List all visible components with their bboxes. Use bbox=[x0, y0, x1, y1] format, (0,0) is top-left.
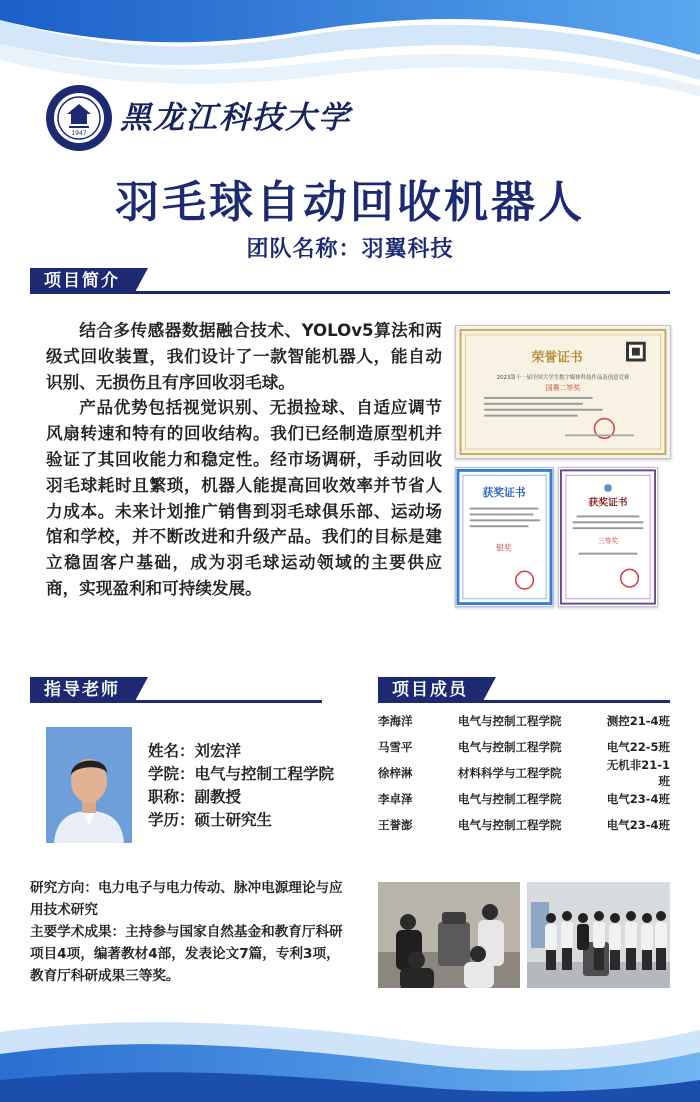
member-row bbox=[378, 786, 670, 812]
member-row bbox=[378, 760, 670, 786]
university-logo bbox=[45, 84, 113, 152]
advisor-research bbox=[30, 877, 348, 987]
team-photo-lab bbox=[378, 882, 520, 988]
advisor-degree: 学历：硕士研究生 bbox=[148, 811, 273, 829]
bottom-wave-decoration bbox=[0, 992, 700, 1102]
advisor-info bbox=[148, 740, 334, 832]
advisor-research-direction: 研究方向：电力电子与电力传动、脉冲电源理论与应用技术研究 bbox=[30, 880, 343, 918]
cert-heading: 荣誉证书 bbox=[531, 350, 583, 366]
team-name-label: 团队名称： bbox=[246, 237, 362, 262]
section-title-advisor: 指导老师 bbox=[30, 677, 134, 703]
member-name: 马雪平 bbox=[378, 740, 413, 754]
cert-heading: 获奖证书 bbox=[482, 485, 526, 499]
member-name: 徐梓淋 bbox=[378, 766, 413, 780]
advisor-name: 姓名：刘宏洋 bbox=[148, 742, 242, 760]
member-college: 电气与控制工程学院 bbox=[458, 740, 562, 754]
member-college: 材料科学与工程学院 bbox=[458, 766, 562, 780]
section-header-members bbox=[378, 677, 670, 703]
project-intro bbox=[46, 318, 442, 602]
member-name: 王誉澎 bbox=[378, 818, 413, 832]
member-college: 电气与控制工程学院 bbox=[458, 792, 562, 806]
cert-award: 国赛二等奖 bbox=[545, 384, 581, 393]
cert-award: 银奖 bbox=[496, 543, 512, 553]
project-title: 羽毛球自动回收机器人 bbox=[115, 177, 585, 228]
member-name: 李卓泽 bbox=[378, 792, 413, 806]
certificate-silver-award bbox=[455, 467, 554, 607]
advisor-college: 学院：电气与控制工程学院 bbox=[148, 765, 335, 783]
member-college: 电气与控制工程学院 bbox=[458, 714, 562, 728]
member-college: 电气与控制工程学院 bbox=[458, 818, 562, 832]
member-class: 电气22-5班 bbox=[606, 740, 670, 754]
member-class: 无机非21-1班 bbox=[606, 758, 670, 788]
logo-year: 1947 bbox=[71, 130, 87, 137]
member-class: 电气23-4班 bbox=[606, 792, 670, 806]
cert-subtitle: 2023第十一届全国大学生数字媒体科技作品及创意竞赛 bbox=[496, 375, 630, 382]
advisor-title: 职称：副教授 bbox=[148, 788, 242, 806]
section-divider bbox=[378, 700, 670, 703]
intro-paragraph: 结合多传感器数据融合技术、YOLOv5算法和两级式回收装置，我们设计了一款智能机器人，能自动识别、无损伤且有序回收羽毛球。 bbox=[46, 321, 442, 392]
member-class: 测控21-4班 bbox=[606, 714, 670, 728]
team-name bbox=[0, 232, 700, 263]
advisor-achievements: 主要学术成果：主持参与国家自然基金和教育厅科研项目4项，编著教材4部，发表论文7篇，专利3项，教育厅科研成果三等奖。 bbox=[30, 924, 343, 984]
section-title-members: 项目成员 bbox=[378, 677, 482, 703]
member-name: 李海洋 bbox=[378, 714, 413, 728]
section-header-advisor bbox=[30, 677, 322, 703]
advisor-photo bbox=[46, 727, 132, 843]
certificate-national-second-prize bbox=[455, 325, 671, 459]
certificate-third-prize bbox=[558, 467, 658, 607]
team-name-value: 羽翼科技 bbox=[361, 237, 454, 262]
cert-award: 三等奖 bbox=[597, 536, 619, 545]
cert-heading: 获奖证书 bbox=[588, 497, 628, 509]
member-class: 电气23-4班 bbox=[606, 818, 670, 832]
member-row bbox=[378, 708, 670, 734]
intro-paragraph: 产品优势包括视觉识别、无损捡球、自适应调节风扇转速和特有的回收结构。我们已经制造原型机并验证了其回收能力和稳定性。经市场调研，手动回收羽毛球耗时且繁琐，机器人能提高回收效率并节省人力成本。未来计划推广销售到羽毛球俱乐部、运动场馆和学校，并不断改进和升级产品。我们的目标是建立稳固客户基础，成为羽毛球运动领域的主要供应商，实现盈利和可持续发展。 bbox=[46, 398, 442, 598]
university-name: 黑龙江科技大学 bbox=[120, 100, 351, 136]
section-divider bbox=[30, 700, 322, 703]
team-photo-group bbox=[527, 882, 670, 988]
section-header-intro bbox=[30, 268, 670, 294]
section-divider bbox=[30, 291, 670, 294]
member-row bbox=[378, 812, 670, 838]
section-title-intro: 项目简介 bbox=[30, 268, 134, 294]
member-list bbox=[378, 708, 670, 838]
